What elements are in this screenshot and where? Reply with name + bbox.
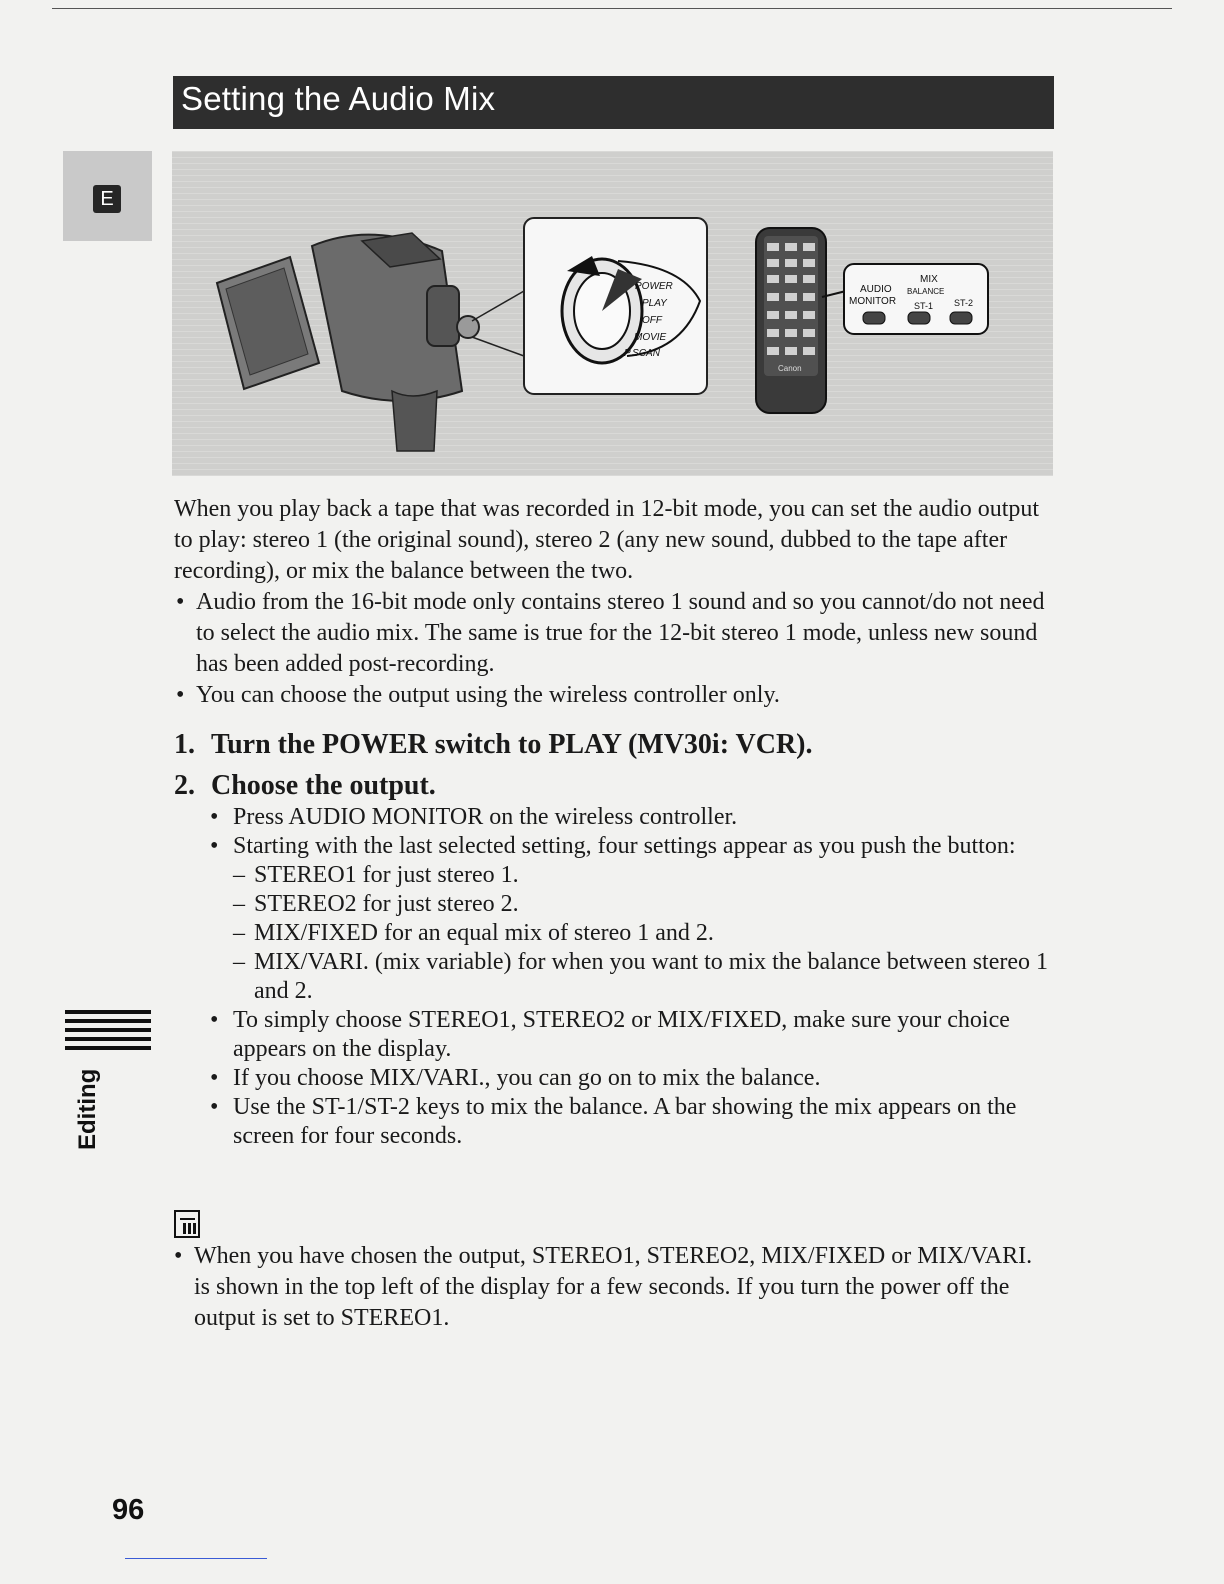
dial-label: OFF xyxy=(642,315,662,326)
bullet-mark: • xyxy=(210,1094,219,1120)
bullet-mark: • xyxy=(176,589,185,615)
step-heading: Turn the POWER switch to PLAY (MV30i: VCR). xyxy=(211,729,813,760)
st2-key xyxy=(950,312,972,324)
page-number: 96 xyxy=(112,1494,145,1526)
dial-label: POWER xyxy=(635,281,673,292)
list-item xyxy=(210,1064,1050,1093)
callout-monitor: MONITOR xyxy=(849,296,897,307)
illustration xyxy=(172,151,1053,476)
step-heading: Choose the output. xyxy=(211,770,436,801)
top-rule xyxy=(52,8,1172,9)
list-item xyxy=(210,832,1050,861)
note-text: When you have chosen the output, STEREO1, STEREO2, MIX/FIXED or MIX/VARI. is shown in the top left of the display for a few seconds. If you turn the power off the output is set to STEREO1. xyxy=(194,1243,1033,1331)
step-2 xyxy=(174,770,436,802)
step-1 xyxy=(174,729,813,761)
power-dial-zoom xyxy=(524,218,707,394)
list-item-text: To simply choose STEREO1, STEREO2 or MIX/FIXED, make sure your choice appears on the display. xyxy=(233,1007,1010,1062)
step-number: 2. xyxy=(174,770,195,801)
option-item xyxy=(210,861,1050,890)
title-bar xyxy=(173,76,1054,129)
step-number: 1. xyxy=(174,729,195,760)
intro-bullet xyxy=(174,587,1054,680)
dial-label: MOVIE xyxy=(634,332,667,343)
list-item xyxy=(210,1006,1050,1064)
bottom-rule xyxy=(125,1558,267,1559)
callout-st2: ST-2 xyxy=(954,298,974,308)
illustration-panel xyxy=(172,151,1053,476)
section-label: Editing xyxy=(74,1068,101,1150)
page-title: Setting the Audio Mix xyxy=(181,80,496,117)
option-text: MIX/FIXED for an equal mix of stereo 1 and 2. xyxy=(254,920,714,946)
intro-bullet-text: Audio from the 16-bit mode only contains stereo 1 sound and so you cannot/do not need to select the audio mix. The same is true for the 12-bit stereo 1 mode, unless new sound has been added post-recording. xyxy=(196,589,1045,677)
dash-mark: – xyxy=(233,949,245,975)
option-item xyxy=(210,919,1050,948)
step-2-details xyxy=(210,803,1050,1151)
intro-bullet-text: You can choose the output using the wireless controller only. xyxy=(196,682,780,708)
bullet-mark: • xyxy=(176,682,185,708)
option-text: STEREO1 for just stereo 1. xyxy=(254,862,519,888)
language-tab-label: E xyxy=(93,185,121,213)
language-tab xyxy=(63,151,152,241)
st1-key xyxy=(908,312,930,324)
list-item-text: Press AUDIO MONITOR on the wireless controller. xyxy=(233,804,738,830)
bullet-mark: • xyxy=(210,1007,219,1033)
bullet-mark: • xyxy=(174,1243,183,1269)
bullet-mark: • xyxy=(210,804,219,830)
note-block xyxy=(174,1241,1054,1334)
list-item-text: Use the ST-1/ST-2 keys to mix the balance. A bar showing the mix appears on the screen for four seconds. xyxy=(233,1094,1017,1149)
dial-label: P.SCAN xyxy=(624,348,660,359)
list-item-text: Starting with the last selected setting, four settings appear as you push the button: xyxy=(233,833,1016,859)
dial-label: PLAY xyxy=(642,298,667,309)
section-marker-bars xyxy=(65,1010,151,1055)
remote-brand: Canon xyxy=(778,364,802,373)
list-item xyxy=(210,1093,1050,1151)
callout-balance: BALANCE xyxy=(907,287,945,296)
audio-monitor-callout xyxy=(844,264,988,334)
option-item xyxy=(210,948,1050,1006)
note-icon xyxy=(174,1209,202,1239)
bullet-mark: • xyxy=(210,833,219,859)
option-text: STEREO2 for just stereo 2. xyxy=(254,891,519,917)
callout-st1: ST-1 xyxy=(914,301,934,311)
option-text: MIX/VARI. (mix variable) for when you want to mix the balance between stereo 1 and 2. xyxy=(254,949,1048,1004)
list-item xyxy=(210,803,1050,832)
dash-mark: – xyxy=(233,891,245,917)
dash-mark: – xyxy=(233,920,245,946)
dash-mark: – xyxy=(233,862,245,888)
callout-audio: AUDIO xyxy=(860,284,892,295)
note-item xyxy=(174,1241,1054,1334)
callout-mix: MIX xyxy=(920,274,938,285)
option-item xyxy=(210,890,1050,919)
intro-bullet xyxy=(174,680,1054,711)
intro-paragraph: When you play back a tape that was recorded in 12-bit mode, you can set the audio output to play: stereo 1 (the original sound), stereo 2 (any new sound, dubbed to the tape after recording), or mix the balance between the two. xyxy=(174,496,1040,584)
bullet-mark: • xyxy=(210,1065,219,1091)
audio-monitor-key xyxy=(863,312,885,324)
intro-text xyxy=(174,494,1054,711)
list-item-text: If you choose MIX/VARI., you can go on to mix the balance. xyxy=(233,1065,821,1091)
